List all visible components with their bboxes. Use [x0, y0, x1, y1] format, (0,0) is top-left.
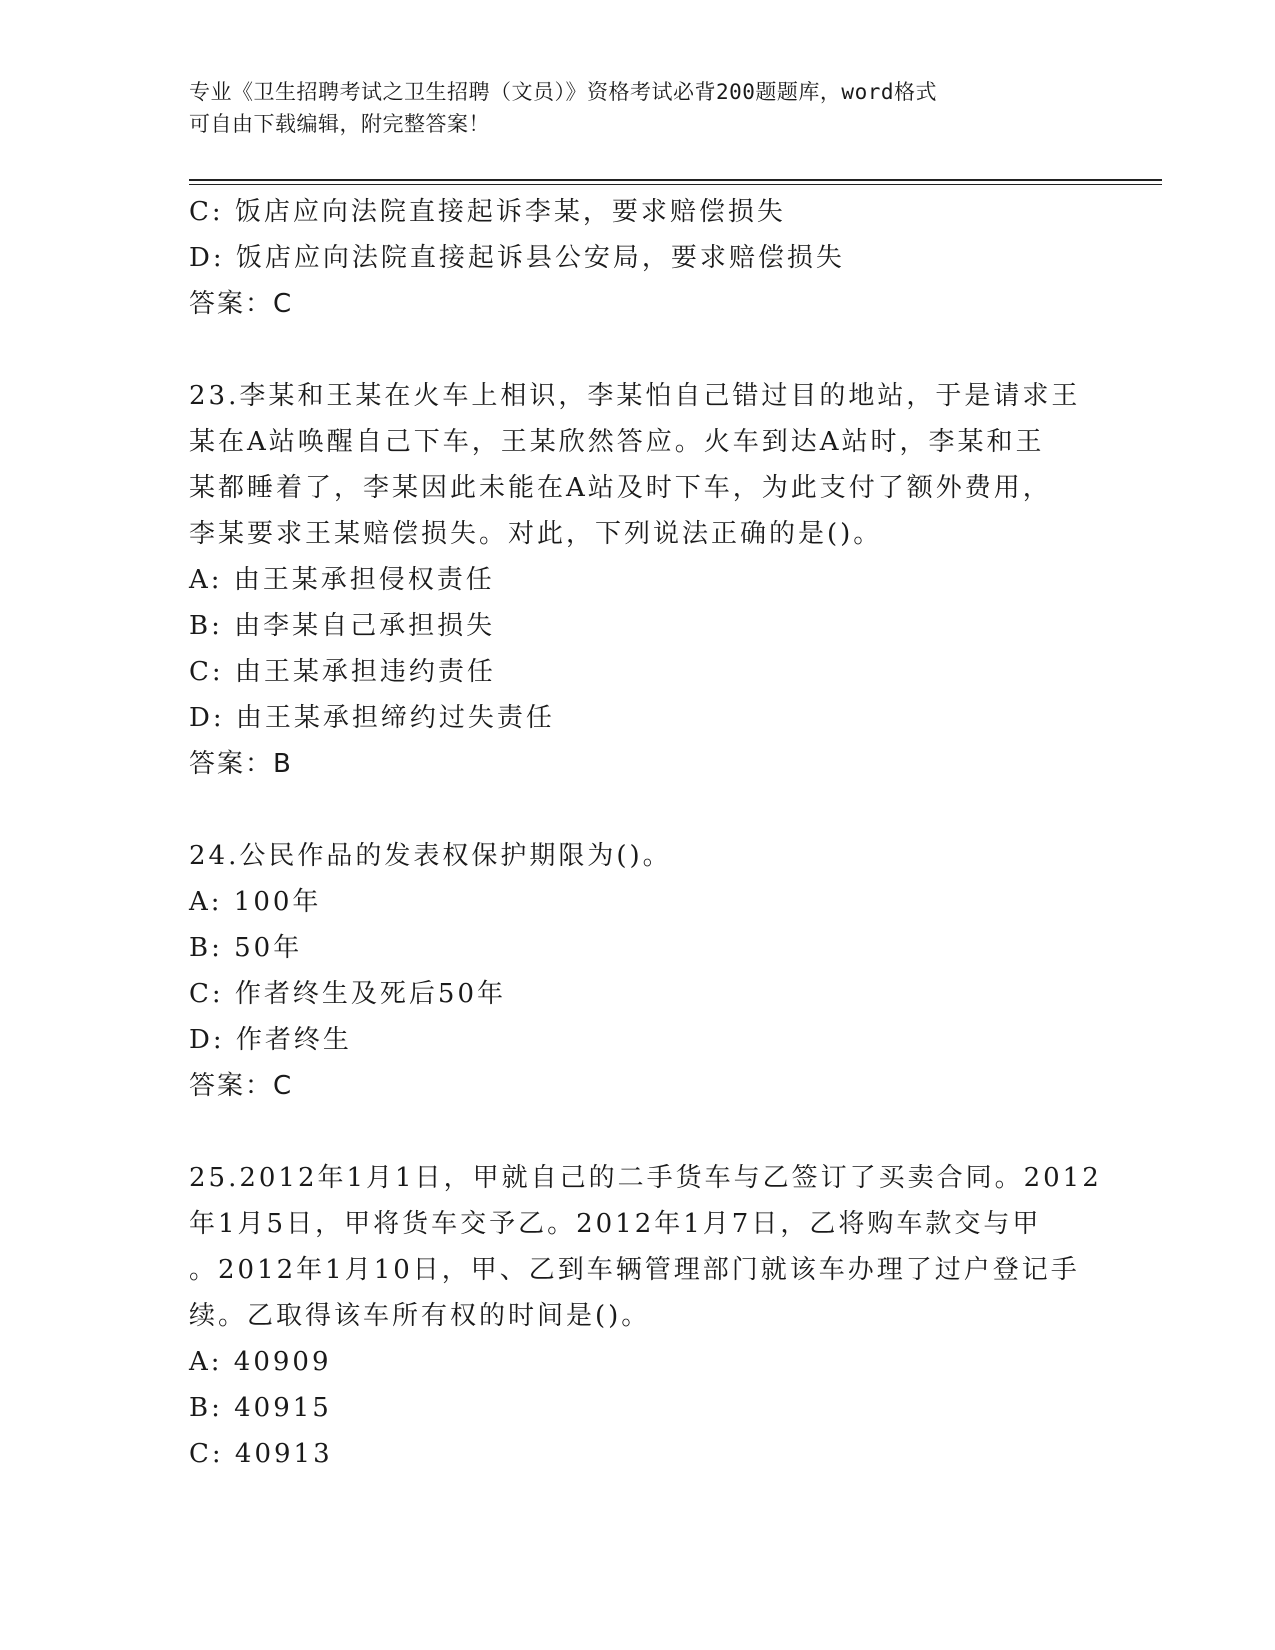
- spacer: [189, 1109, 1089, 1155]
- option-b: B: 由李某自己承担损失: [189, 611, 496, 641]
- option-c: C: 作者终生及死后50年: [189, 979, 507, 1009]
- spacer: [189, 327, 1089, 373]
- option-c: C: 40913: [189, 1439, 333, 1469]
- question-stem-line: 23.李某和王某在火车上相识，李某怕自己错过目的地站，于是请求王: [189, 381, 1081, 411]
- header-title-line-2: 可自由下载编辑，附完整答案！: [189, 112, 490, 136]
- question-stem-line: 。2012年1月10日，甲、乙到车辆管理部门就该车办理了过户登记手: [189, 1255, 1080, 1285]
- question-stem-line: 续。乙取得该车所有权的时间是()。: [189, 1301, 651, 1331]
- question-24: [189, 833, 1089, 1109]
- spacer: [189, 787, 1089, 833]
- question-stem-line: 25.2012年1月1日，甲就自己的二手货车与乙签订了买卖合同。2012: [189, 1163, 1102, 1193]
- answer-line: 答案：B: [189, 749, 293, 779]
- document-header: [189, 76, 1069, 140]
- question-stem-line: 年1月5日，甲将货车交予乙。2012年1月7日，乙将购车款交与甲: [189, 1209, 1042, 1239]
- answer-line: 答案：C: [189, 289, 294, 319]
- option-d: D: 饭店应向法院直接起诉县公安局，要求赔偿损失: [189, 243, 845, 273]
- option-b: B: 40915: [189, 1393, 332, 1423]
- option-c: C: 由王某承担违约责任: [189, 657, 496, 687]
- answer-line: 答案：C: [189, 1071, 294, 1101]
- option-d: D: 由王某承担缔约过失责任: [189, 703, 555, 733]
- question-list: [189, 189, 1102, 1477]
- question-stem-line: 某在A站唤醒自己下车，王某欣然答应。火车到达A站时，李某和王: [189, 427, 1045, 457]
- option-b: B: 50年: [189, 933, 303, 963]
- question-25: [189, 1155, 1102, 1477]
- question-stem-line: 李某要求王某赔偿损失。对此，下列说法正确的是()。: [189, 519, 883, 549]
- question-23: [189, 373, 1089, 787]
- question-22-continued: [189, 189, 1089, 327]
- question-stem-line: 24.公民作品的发表权保护期限为()。: [189, 841, 672, 871]
- option-a: A: 100年: [189, 887, 322, 917]
- header-divider: [189, 179, 1162, 185]
- option-c: C: 饭店应向法院直接起诉李某，要求赔偿损失: [189, 197, 786, 227]
- option-d: D: 作者终生: [189, 1025, 352, 1055]
- header-title-line-1: 专业《卫生招聘考试之卫生招聘（文员）》资格考试必背200题题库，word格式: [189, 80, 937, 104]
- option-a: A: 由王某承担侵权责任: [189, 565, 495, 595]
- question-stem-line: 某都睡着了，李某因此未能在A站及时下车，为此支付了额外费用，: [189, 473, 1052, 503]
- option-a: A: 40909: [189, 1347, 332, 1377]
